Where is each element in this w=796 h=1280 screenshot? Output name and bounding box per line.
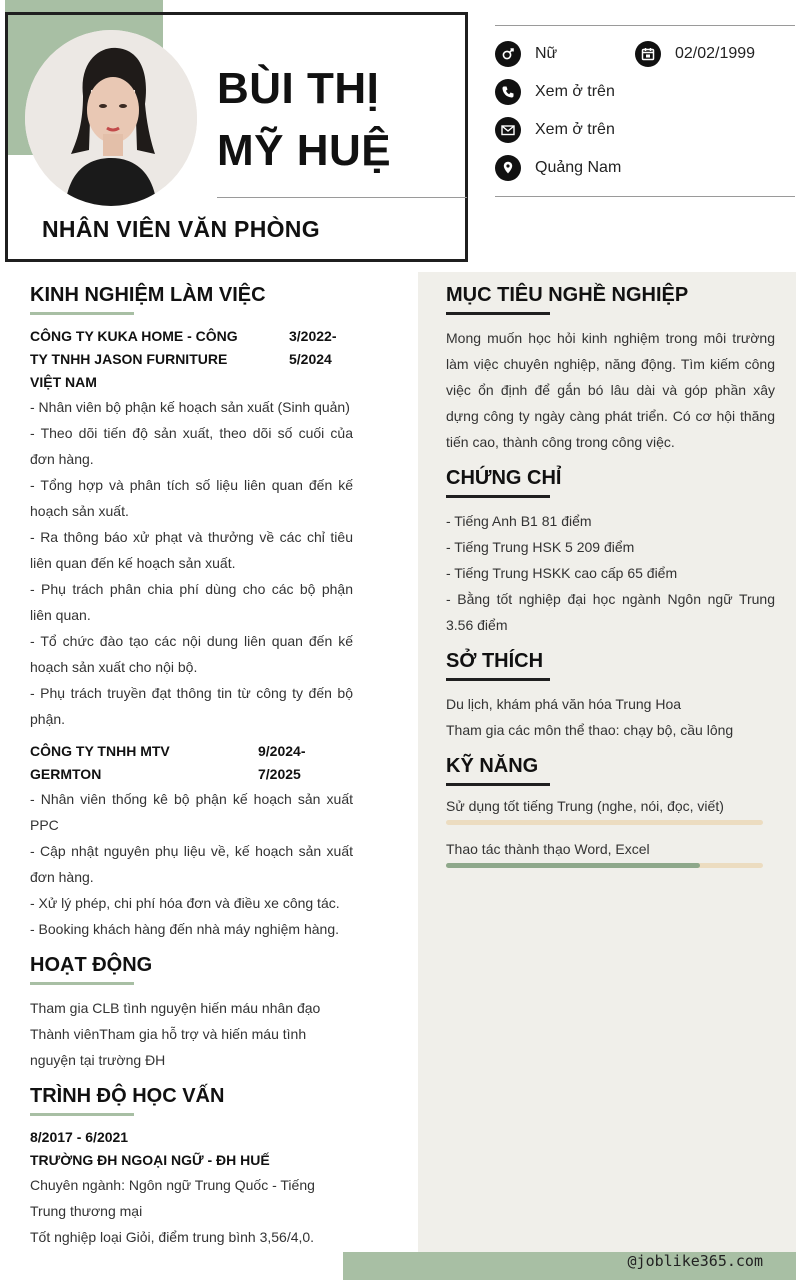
gender-value: Nữ <box>535 45 558 62</box>
skill-item <box>446 796 775 825</box>
job-task: - Ra thông báo xử phạt và thưởng về các chỉ tiêu liên quan đến kế hoạch sản xuất. <box>30 529 353 571</box>
hobby-item: Du lịch, khám phá văn hóa Trung Hoa <box>446 696 682 712</box>
education-school: TRƯỜNG ĐH NGOẠI NGỮ - ĐH HUẾ <box>30 1152 270 1168</box>
activities-text: Tham gia CLB tình nguyện hiến máu nhân đạo Thành viênTham gia hỗ trợ và hiến máu tình nguyện tại trường ĐH <box>30 1000 321 1068</box>
job-company: CÔNG TY TNHH MTV GERMTON <box>30 743 170 782</box>
candidate-name <box>217 58 391 182</box>
contact-location <box>495 155 621 181</box>
education-underline <box>30 1113 134 1116</box>
objective-underline <box>446 312 550 315</box>
avatar <box>25 30 197 206</box>
job-task: - Phụ trách truyền đạt thông tin từ công ty đến bộ phận. <box>30 685 353 727</box>
skill-bar <box>446 863 763 868</box>
job-date: 3/2022-5/2024 <box>289 328 337 367</box>
skill-bar-fill <box>446 863 700 868</box>
experience-title: KINH NGHIỆM LÀM VIỆC <box>30 284 266 306</box>
hobby-item: Tham gia các môn thể thao: chạy bộ, cầu lông <box>446 722 734 738</box>
job-date: 9/2024-7/2025 <box>258 743 306 782</box>
experience-underline <box>30 312 134 315</box>
job-entry <box>30 325 353 732</box>
job-role: - Nhân viên bộ phận kế hoạch sản xuất (Sinh quản) <box>30 399 350 415</box>
job-header <box>30 325 353 394</box>
skill-label: Sử dụng tốt tiếng Trung (nghe, nói, đọc, viết) <box>446 798 724 814</box>
skills-underline <box>446 783 550 786</box>
right-column <box>446 272 775 882</box>
certificates-title: CHỨNG CHỈ <box>446 467 562 489</box>
contact-top-divider <box>495 25 795 26</box>
job-task: - Theo dõi tiến độ sản xuất, theo dõi số cuối của đơn hàng. <box>30 425 353 467</box>
watermark: @joblike365.com <box>627 1252 763 1270</box>
skill-label: Thao tác thành thạo Word, Excel <box>446 841 650 857</box>
phone-icon <box>495 79 521 105</box>
job-role: - Nhân viên thống kê bộ phận kế hoạch sản xuất PPC <box>30 791 353 833</box>
education-major: Chuyên ngành: Ngôn ngữ Trung Quốc - Tiếng Trung thương mại <box>30 1177 315 1219</box>
activities-title: HOẠT ĐỘNG <box>30 954 153 976</box>
calendar-icon <box>635 41 661 67</box>
job-entry <box>30 740 353 942</box>
location-icon <box>495 155 521 181</box>
job-task: - Tổ chức đào tạo các nội dung liên quan đến kế hoạch sản xuất cho nội bộ. <box>30 633 353 675</box>
hobbies-title: SỞ THÍCH <box>446 650 544 672</box>
name-line-2: MỸ HUỆ <box>217 126 392 175</box>
contact-gender <box>495 41 557 67</box>
education-period: 8/2017 - 6/2021 <box>30 1129 129 1145</box>
certificate-item: - Tiếng Trung HSKK cao cấp 65 điểm <box>446 565 678 581</box>
job-task: - Phụ trách phân chia phí dùng cho các bộ phận liên quan. <box>30 581 353 623</box>
objective-text: Mong muốn học hỏi kinh nghiệm trong môi trường làm việc chuyên nghiệp, năng động. Tìm kiếm công việc ổn định để gắn bó lâu dài và góp phần xây dựng công ty ngày càng phát triển. Có cơ hội thăng tiến cao, thành công trong công việc. <box>446 330 775 450</box>
education-title: TRÌNH ĐỘ HỌC VẤN <box>30 1085 225 1107</box>
email-value: Xem ở trên <box>535 121 615 138</box>
certificates-underline <box>446 495 550 498</box>
certificate-item: - Bằng tốt nghiệp đại học ngành Ngôn ngữ Trung 3.56 điểm <box>446 591 775 633</box>
name-divider <box>217 197 467 198</box>
skills-title: KỸ NĂNG <box>446 755 539 777</box>
objective-title: MỤC TIÊU NGHỀ NGHIỆP <box>446 284 689 306</box>
job-task: - Cập nhật nguyên phụ liệu về, kế hoạch sản xuất đơn hàng. <box>30 843 353 885</box>
skill-bar <box>446 820 763 825</box>
education-result: Tốt nghiệp loại Giỏi, điểm trung bình 3,56/4,0. <box>30 1229 315 1245</box>
phone-value: Xem ở trên <box>535 83 615 100</box>
location-value: Quảng Nam <box>535 159 622 176</box>
contact-bottom-divider <box>495 196 795 197</box>
left-column <box>30 272 353 1250</box>
certificate-item: - Tiếng Trung HSK 5 209 điểm <box>446 539 635 555</box>
contact-phone[interactable] <box>495 79 615 105</box>
avatar-portrait-icon <box>25 30 197 206</box>
contact-email[interactable] <box>495 117 615 143</box>
activities-underline <box>30 982 134 985</box>
job-task: - Tổng hợp và phân tích số liệu liên quan đến kế hoạch sản xuất. <box>30 477 353 519</box>
gender-icon <box>495 41 521 67</box>
certificate-item: - Tiếng Anh B1 81 điểm <box>446 513 592 529</box>
job-task: - Xử lý phép, chi phí hóa đơn và điều xe công tác. <box>30 895 340 911</box>
mail-icon <box>495 117 521 143</box>
birthday-value: 02/02/1999 <box>675 45 756 62</box>
job-task: - Booking khách hàng đến nhà máy nghiệm hàng. <box>30 921 339 937</box>
hobbies-underline <box>446 678 550 681</box>
job-company: CÔNG TY KUKA HOME - CÔNG TY TNHH JASON FURNITURE VIỆT NAM <box>30 328 238 390</box>
skill-item <box>446 839 775 868</box>
contact-birthday <box>635 41 755 67</box>
job-title: NHÂN VIÊN VĂN PHÒNG <box>42 216 320 242</box>
name-line-1: BÙI THỊ <box>217 64 380 113</box>
job-header <box>30 740 353 786</box>
